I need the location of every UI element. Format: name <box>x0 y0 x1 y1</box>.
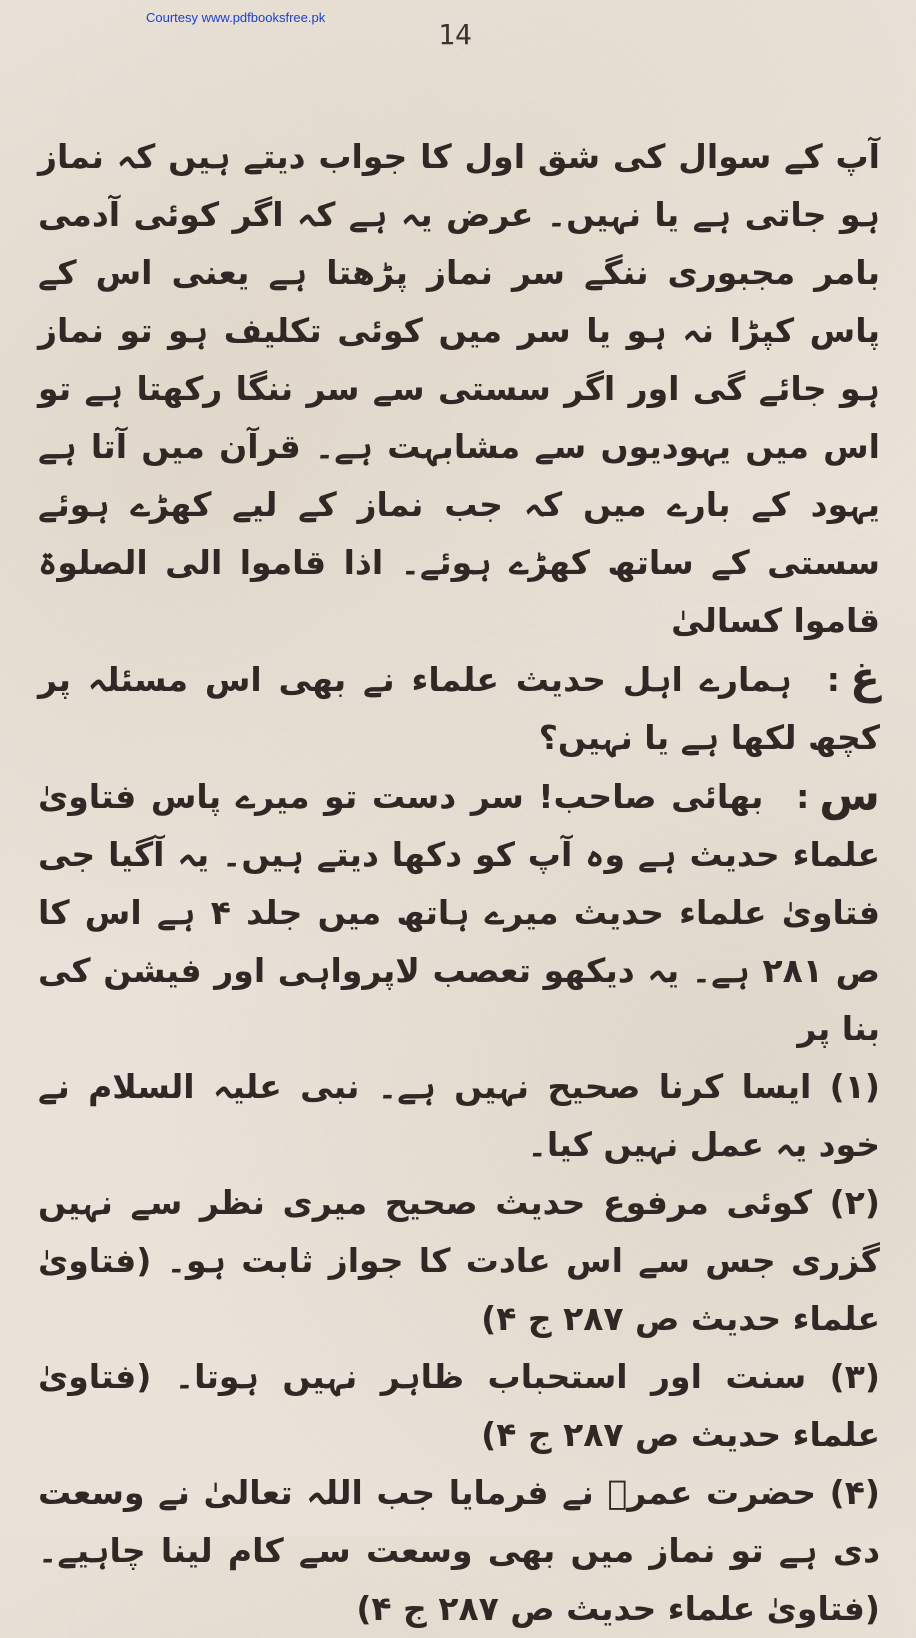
point-4: (۴) حضرت عمرؓ نے فرمایا جب اللہ تعالیٰ نے وسعت دی ہے تو نماز میں بھی وسعت سے کام لینا چاہیے۔ (فتاویٰ علماء حدیث ص ۲۸۷ ج ۴) <box>38 1473 880 1628</box>
point-1: (۱) ایسا کرنا صحیح نہیں ہے۔ نبی علیہ السلام نے خود یہ عمل نہیں کیا۔ <box>38 1067 880 1164</box>
courtesy-link[interactable]: Courtesy www.pdfbooksfree.pk <box>146 10 326 25</box>
question-marker: غ <box>849 653 880 704</box>
page-number: 14 <box>438 18 472 51</box>
paragraph-intro: آپ کے سوال کی شق اول کا جواب دیتے ہیں کہ نماز ہو جاتی ہے یا نہیں۔ عرض یہ ہے کہ اگر کوئی آدمی بامر مجبوری ننگے سر نماز پڑھتا ہے یعنی اس کے پاس کپڑا نہ ہو یا سر میں کوئی تکلیف ہو تو نماز ہو جائے گی اور اگر سستی سے سر ننگا رکھتا ہے تو اس میں یہودیوں سے مشابہت ہے۔ قرآن میں آتا ہے یہود کے بارے میں کہ جب نماز کے لیے کھڑے ہوئے سستی کے ساتھ کھڑے ہوئے۔ اذا قاموا الی الصلوۃ قاموا کسالیٰ <box>38 137 880 640</box>
answer-marker: س <box>819 770 880 821</box>
question-text: ہمارے اہل حدیث علماء نے بھی اس مسئلہ پر کچھ لکھا ہے یا نہیں؟ <box>38 660 880 757</box>
answer-block <box>38 767 880 1058</box>
page-body <box>38 128 880 1628</box>
question-colon: : <box>826 660 840 699</box>
answer-text: بھائی صاحب! سر دست تو میرے پاس فتاویٰ علماء حدیث ہے وہ آپ کو دکھا دیتے ہیں۔ یہ آگیا جی فتاویٰ علماء حدیث میرے ہاتھ میں جلد ۴ ہے اس کا ص ۲۸۱ ہے۔ یہ دیکھو تعصب لاپرواہی اور فیشن کی بنا پر <box>38 777 880 1048</box>
answer-colon: : <box>796 777 810 816</box>
point-2: (۲) کوئی مرفوع حدیث صحیح میری نظر سے نہیں گزری جس سے اس عادت کا جواز ثابت ہو۔ (فتاویٰ علماء حدیث ص ۲۸۷ ج ۴) <box>38 1183 880 1338</box>
point-3: (۳) سنت اور استحباب ظاہر نہیں ہوتا۔ (فتاویٰ علماء حدیث ص ۲۸۷ ج ۴) <box>38 1357 880 1454</box>
question-block <box>38 650 880 767</box>
